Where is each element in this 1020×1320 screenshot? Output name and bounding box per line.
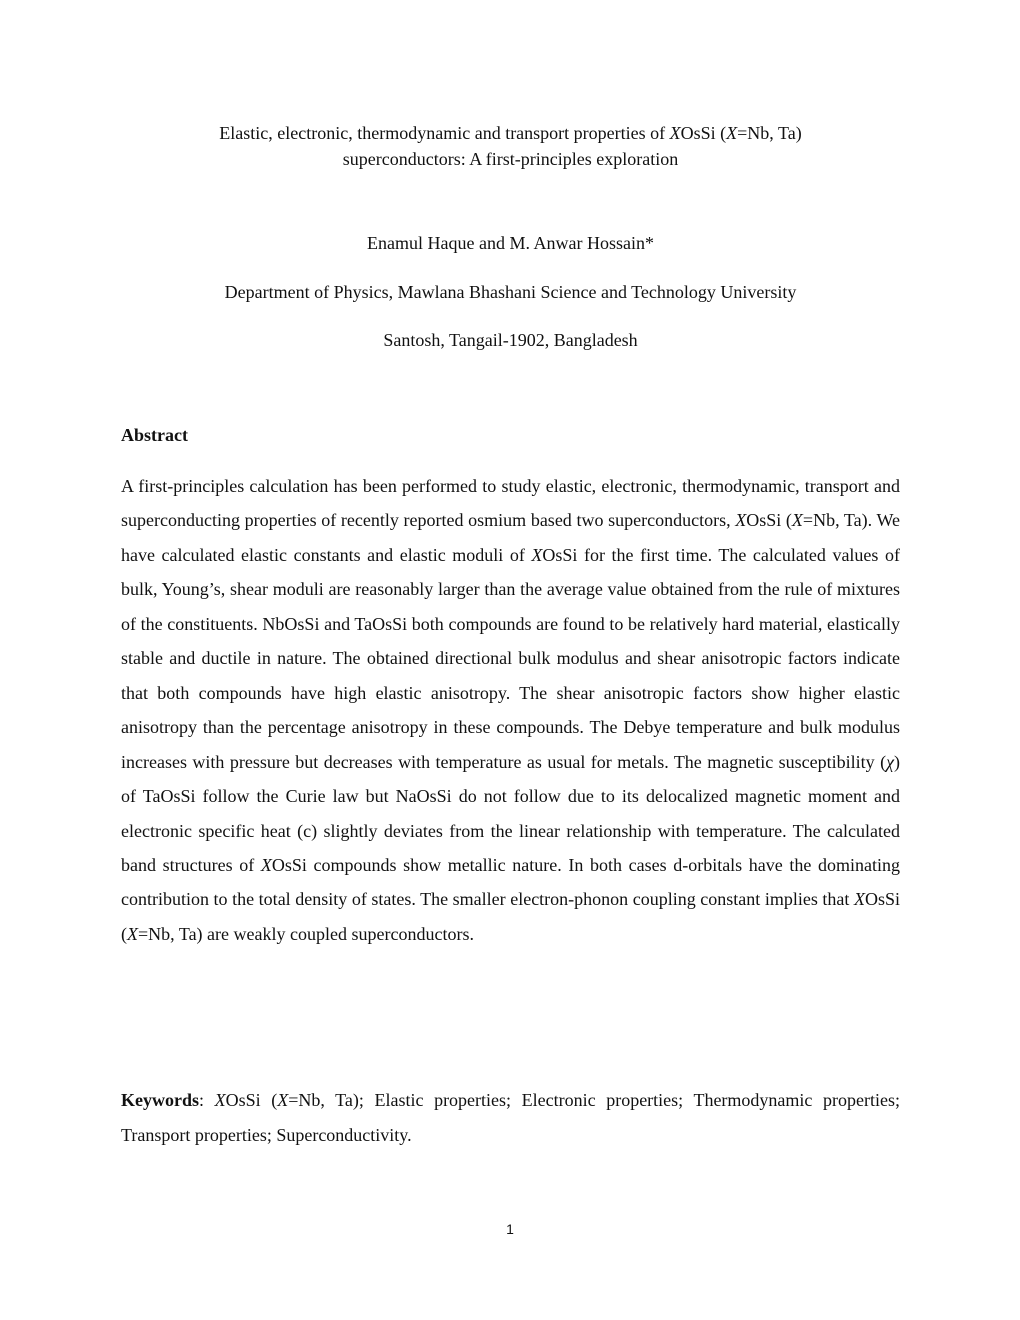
author-list: Enamul Haque and M. Anwar Hossain* [367,233,654,253]
page-number: 1 [506,1221,514,1237]
keywords: Keywords: XOsSi (X=Nb, Ta); Elastic properties; Electronic properties; Thermodynamic properties; Transport properties; Superconductivity. [121,1090,900,1145]
abstract-heading: Abstract [121,425,188,445]
affiliation-department: Department of Physics, Mawlana Bhashani Science and Technology University [224,282,797,302]
paper-title: Elastic, electronic, thermodynamic and transport properties of XOsSi (X=Nb, Ta) superconductors: A first-principles exploration [219,123,802,169]
affiliation-address: Santosh, Tangail-1902, Bangladesh [383,330,638,350]
title-line-2: superconductors: A first-principles exploration [342,149,679,169]
abstract-body: A first-principles calculation has been performed to study elastic, electronic, thermodynamic, transport and superconducting properties of recently reported osmium based two superconductors, XOsSi (X=Nb, Ta). We have calculated elastic constants and elastic moduli of XOsSi for the first time. The calculated values of bulk, Young’s, shear moduli are reasonably larger than the average value obtained from the rule of mixtures of the constituents. NbOsSi and TaOsSi both compounds are found to be relatively hard material, elastically stable and ductile in nature. The obtained directional bulk modulus and shear anisotropic factors indicate that both compounds have high elastic anisotropy. The shear anisotropic factors show higher elastic anisotropy than the percentage anisotropy in these compounds. The Debye temperature and bulk modulus increases with pressure but decreases with temperature as usual for metals. The magnetic susceptibility (χ) of TaOsSi follow the Curie law but NaOsSi do not follow due to its delocalized magnetic moment and electronic specific heat (c) slightly deviates from the linear relationship with temperature. The calculated band structures of XOsSi compounds show metallic nature. In both cases d-orbitals have the dominating contribution to the total density of states. The smaller electron-phonon coupling constant implies that XOsSi (X=Nb, Ta) are weakly coupled superconductors. [121,476,900,944]
keywords-label: Keywords [121,1090,199,1110]
